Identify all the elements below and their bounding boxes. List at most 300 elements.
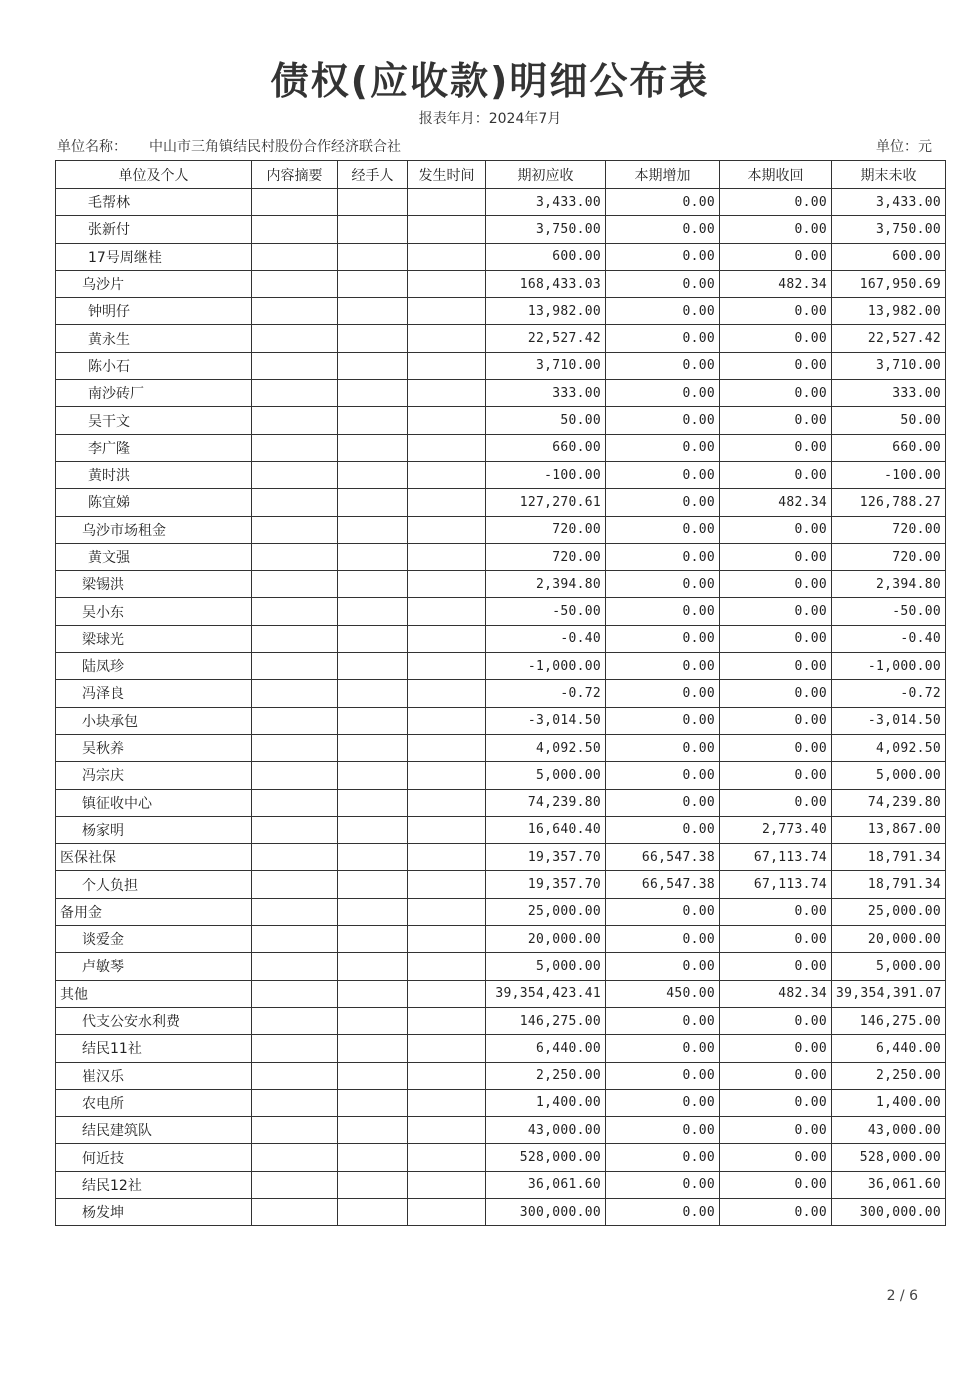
- row-opening: 3,750.00: [486, 216, 606, 243]
- row-increase: 0.00: [606, 680, 720, 707]
- row-recovered: 0.00: [720, 243, 832, 270]
- row-increase: 0.00: [606, 1171, 720, 1198]
- row-opening: 39,354,423.41: [486, 980, 606, 1007]
- row-name: 何近技: [56, 1144, 252, 1171]
- row-recovered: 0.00: [720, 1144, 832, 1171]
- row-summary: [252, 1062, 338, 1089]
- row-date: [408, 325, 486, 352]
- row-recovered: 0.00: [720, 625, 832, 652]
- row-name: 结民建筑队: [56, 1117, 252, 1144]
- table-row: [56, 571, 946, 598]
- header-closing: 期末未收: [832, 161, 946, 189]
- row-recovered: 482.34: [720, 980, 832, 1007]
- row-date: [408, 1198, 486, 1225]
- row-name: 梁球光: [56, 625, 252, 652]
- row-increase: 0.00: [606, 298, 720, 325]
- row-handler: [338, 407, 408, 434]
- table-body: [56, 189, 946, 1226]
- row-increase: 0.00: [606, 571, 720, 598]
- row-summary: [252, 926, 338, 953]
- row-closing: 20,000.00: [832, 926, 946, 953]
- row-closing: 126,788.27: [832, 489, 946, 516]
- row-recovered: 0.00: [720, 680, 832, 707]
- row-closing: 720.00: [832, 543, 946, 570]
- table-row: [56, 1062, 946, 1089]
- table-row: [56, 1117, 946, 1144]
- row-date: [408, 734, 486, 761]
- row-summary: [252, 489, 338, 516]
- table-row: [56, 1171, 946, 1198]
- row-recovered: 0.00: [720, 543, 832, 570]
- row-date: [408, 1035, 486, 1062]
- row-increase: 0.00: [606, 707, 720, 734]
- row-name: 张新付: [56, 216, 252, 243]
- row-closing: 18,791.34: [832, 871, 946, 898]
- row-closing: 13,982.00: [832, 298, 946, 325]
- row-recovered: 0.00: [720, 1007, 832, 1034]
- row-date: [408, 1062, 486, 1089]
- row-summary: [252, 1117, 338, 1144]
- row-closing: -0.40: [832, 625, 946, 652]
- row-closing: 167,950.69: [832, 270, 946, 297]
- row-date: [408, 980, 486, 1007]
- row-name: 黄永生: [56, 325, 252, 352]
- row-opening: 3,710.00: [486, 352, 606, 379]
- row-name: 备用金: [56, 898, 252, 925]
- row-name: 17号周继桂: [56, 243, 252, 270]
- row-date: [408, 407, 486, 434]
- row-name: 镇征收中心: [56, 789, 252, 816]
- row-closing: 3,750.00: [832, 216, 946, 243]
- row-increase: 0.00: [606, 625, 720, 652]
- row-date: [408, 1089, 486, 1116]
- table-row: [56, 1089, 946, 1116]
- table-row: [56, 980, 946, 1007]
- row-closing: 333.00: [832, 380, 946, 407]
- row-increase: 450.00: [606, 980, 720, 1007]
- row-summary: [252, 380, 338, 407]
- row-opening: 720.00: [486, 516, 606, 543]
- row-increase: 0.00: [606, 953, 720, 980]
- row-increase: 0.00: [606, 1089, 720, 1116]
- row-increase: 0.00: [606, 789, 720, 816]
- row-name: 其他: [56, 980, 252, 1007]
- table-row: [56, 298, 946, 325]
- row-opening: 19,357.70: [486, 871, 606, 898]
- row-date: [408, 1171, 486, 1198]
- row-increase: 0.00: [606, 543, 720, 570]
- row-opening: 720.00: [486, 543, 606, 570]
- row-handler: [338, 352, 408, 379]
- row-closing: 2,250.00: [832, 1062, 946, 1089]
- row-increase: 0.00: [606, 489, 720, 516]
- row-date: [408, 516, 486, 543]
- row-recovered: 0.00: [720, 325, 832, 352]
- row-summary: [252, 680, 338, 707]
- row-increase: 66,547.38: [606, 871, 720, 898]
- report-period: 报表年月：2024年7月: [418, 111, 562, 127]
- row-closing: 6,440.00: [832, 1035, 946, 1062]
- row-closing: -0.72: [832, 680, 946, 707]
- table-row: [56, 816, 946, 843]
- row-opening: 5,000.00: [486, 762, 606, 789]
- table-row: [56, 189, 946, 216]
- row-recovered: 0.00: [720, 434, 832, 461]
- row-name: 冯泽良: [56, 680, 252, 707]
- row-name: 陈小石: [56, 352, 252, 379]
- row-summary: [252, 898, 338, 925]
- row-recovered: 0.00: [720, 407, 832, 434]
- row-summary: [252, 434, 338, 461]
- row-closing: 25,000.00: [832, 898, 946, 925]
- row-increase: 0.00: [606, 243, 720, 270]
- row-handler: [338, 216, 408, 243]
- table-header-row: [56, 161, 946, 189]
- row-recovered: 67,113.74: [720, 844, 832, 871]
- row-closing: 74,239.80: [832, 789, 946, 816]
- row-increase: 0.00: [606, 816, 720, 843]
- row-increase: 0.00: [606, 461, 720, 488]
- table-row: [56, 871, 946, 898]
- row-date: [408, 352, 486, 379]
- row-closing: 39,354,391.07: [832, 980, 946, 1007]
- row-closing: 600.00: [832, 243, 946, 270]
- table-row: [56, 598, 946, 625]
- table-row: [56, 1198, 946, 1225]
- table-row: [56, 489, 946, 516]
- row-date: [408, 461, 486, 488]
- row-handler: [338, 243, 408, 270]
- header-opening: 期初应收: [486, 161, 606, 189]
- row-name: 吴干文: [56, 407, 252, 434]
- row-date: [408, 1144, 486, 1171]
- row-date: [408, 189, 486, 216]
- row-handler: [338, 625, 408, 652]
- header-date: 发生时间: [408, 161, 486, 189]
- row-handler: [338, 543, 408, 570]
- row-increase: 0.00: [606, 216, 720, 243]
- row-recovered: 0.00: [720, 461, 832, 488]
- row-summary: [252, 1171, 338, 1198]
- row-handler: [338, 1035, 408, 1062]
- row-closing: 146,275.00: [832, 1007, 946, 1034]
- row-name: 陆凤珍: [56, 653, 252, 680]
- row-closing: 1,400.00: [832, 1089, 946, 1116]
- row-recovered: 0.00: [720, 571, 832, 598]
- row-opening: -100.00: [486, 461, 606, 488]
- row-opening: 13,982.00: [486, 298, 606, 325]
- row-summary: [252, 325, 338, 352]
- row-date: [408, 816, 486, 843]
- row-name: 代支公安水利费: [56, 1007, 252, 1034]
- row-recovered: 0.00: [720, 926, 832, 953]
- row-handler: [338, 1089, 408, 1116]
- row-recovered: 0.00: [720, 898, 832, 925]
- row-name: 结民12社: [56, 1171, 252, 1198]
- row-opening: 50.00: [486, 407, 606, 434]
- row-increase: 0.00: [606, 189, 720, 216]
- table-row: [56, 953, 946, 980]
- row-date: [408, 844, 486, 871]
- row-date: [408, 243, 486, 270]
- row-closing: 660.00: [832, 434, 946, 461]
- row-summary: [252, 707, 338, 734]
- row-increase: 0.00: [606, 762, 720, 789]
- row-summary: [252, 762, 338, 789]
- row-closing: -1,000.00: [832, 653, 946, 680]
- row-recovered: 0.00: [720, 1117, 832, 1144]
- row-date: [408, 625, 486, 652]
- row-closing: -100.00: [832, 461, 946, 488]
- row-name: 结民11社: [56, 1035, 252, 1062]
- row-summary: [252, 953, 338, 980]
- row-date: [408, 762, 486, 789]
- row-recovered: 482.34: [720, 489, 832, 516]
- row-recovered: 0.00: [720, 1035, 832, 1062]
- row-recovered: 0.00: [720, 789, 832, 816]
- row-opening: 146,275.00: [486, 1007, 606, 1034]
- row-opening: -50.00: [486, 598, 606, 625]
- row-name: 南沙砖厂: [56, 380, 252, 407]
- row-date: [408, 680, 486, 707]
- row-date: [408, 653, 486, 680]
- row-closing: 5,000.00: [832, 953, 946, 980]
- row-summary: [252, 243, 338, 270]
- row-handler: [338, 598, 408, 625]
- row-increase: 0.00: [606, 1117, 720, 1144]
- row-date: [408, 216, 486, 243]
- row-opening: 1,400.00: [486, 1089, 606, 1116]
- row-opening: -1,000.00: [486, 653, 606, 680]
- table-row: [56, 1035, 946, 1062]
- row-handler: [338, 734, 408, 761]
- row-handler: [338, 871, 408, 898]
- row-handler: [338, 1117, 408, 1144]
- table-row: [56, 434, 946, 461]
- row-summary: [252, 1198, 338, 1225]
- row-recovered: 2,773.40: [720, 816, 832, 843]
- row-increase: 0.00: [606, 270, 720, 297]
- row-date: [408, 298, 486, 325]
- unit-name-line: [57, 136, 423, 156]
- row-opening: 528,000.00: [486, 1144, 606, 1171]
- row-recovered: 0.00: [720, 189, 832, 216]
- row-summary: [252, 216, 338, 243]
- row-name: 杨发坤: [56, 1198, 252, 1225]
- row-closing: -50.00: [832, 598, 946, 625]
- row-handler: [338, 516, 408, 543]
- row-handler: [338, 953, 408, 980]
- row-handler: [338, 1062, 408, 1089]
- table-row: [56, 243, 946, 270]
- table-row: [56, 1007, 946, 1034]
- row-closing: 36,061.60: [832, 1171, 946, 1198]
- row-date: [408, 926, 486, 953]
- row-opening: 2,250.00: [486, 1062, 606, 1089]
- row-opening: -0.40: [486, 625, 606, 652]
- header-increase: 本期增加: [606, 161, 720, 189]
- row-name: 个人负担: [56, 871, 252, 898]
- row-recovered: 0.00: [720, 734, 832, 761]
- row-recovered: 0.00: [720, 516, 832, 543]
- table-row: [56, 516, 946, 543]
- table-row: [56, 352, 946, 379]
- row-name: 毛帮林: [56, 189, 252, 216]
- row-date: [408, 953, 486, 980]
- unit-name-value: 中山市三角镇结民村股份合作经济联合社: [149, 139, 401, 155]
- row-summary: [252, 461, 338, 488]
- row-name: 黄文强: [56, 543, 252, 570]
- row-opening: 74,239.80: [486, 789, 606, 816]
- row-increase: 0.00: [606, 1007, 720, 1034]
- row-opening: 36,061.60: [486, 1171, 606, 1198]
- row-recovered: 0.00: [720, 1198, 832, 1225]
- header-entity: 单位及个人: [56, 161, 252, 189]
- row-date: [408, 707, 486, 734]
- row-summary: [252, 598, 338, 625]
- row-increase: 0.00: [606, 380, 720, 407]
- row-summary: [252, 407, 338, 434]
- row-closing: 528,000.00: [832, 1144, 946, 1171]
- row-handler: [338, 461, 408, 488]
- page-title: 债权(应收款)明细公布表: [270, 59, 710, 103]
- row-opening: 333.00: [486, 380, 606, 407]
- row-closing: 300,000.00: [832, 1198, 946, 1225]
- table-row: [56, 844, 946, 871]
- table-row: [56, 926, 946, 953]
- row-summary: [252, 352, 338, 379]
- table-row: [56, 898, 946, 925]
- row-summary: [252, 1035, 338, 1062]
- row-increase: 0.00: [606, 653, 720, 680]
- row-opening: -3,014.50: [486, 707, 606, 734]
- row-handler: [338, 844, 408, 871]
- table-row: [56, 625, 946, 652]
- row-summary: [252, 1007, 338, 1034]
- row-increase: 0.00: [606, 1035, 720, 1062]
- row-opening: 600.00: [486, 243, 606, 270]
- row-increase: 66,547.38: [606, 844, 720, 871]
- row-summary: [252, 298, 338, 325]
- row-summary: [252, 871, 338, 898]
- table-row: [56, 653, 946, 680]
- row-name: 梁锡洪: [56, 571, 252, 598]
- row-name: 陈宜娣: [56, 489, 252, 516]
- row-handler: [338, 762, 408, 789]
- row-recovered: 0.00: [720, 298, 832, 325]
- table-row: [56, 461, 946, 488]
- table-row: [56, 680, 946, 707]
- table-row: [56, 707, 946, 734]
- row-name: 乌沙片: [56, 270, 252, 297]
- row-summary: [252, 653, 338, 680]
- row-date: [408, 543, 486, 570]
- row-closing: 3,433.00: [832, 189, 946, 216]
- row-name: 吴秋养: [56, 734, 252, 761]
- row-recovered: 0.00: [720, 1171, 832, 1198]
- row-name: 崔汉乐: [56, 1062, 252, 1089]
- row-closing: 720.00: [832, 516, 946, 543]
- row-closing: 5,000.00: [832, 762, 946, 789]
- row-increase: 0.00: [606, 598, 720, 625]
- table-row: [56, 762, 946, 789]
- row-handler: [338, 298, 408, 325]
- row-opening: 43,000.00: [486, 1117, 606, 1144]
- row-name: 吴小东: [56, 598, 252, 625]
- row-handler: [338, 571, 408, 598]
- header-summary: 内容摘要: [252, 161, 338, 189]
- row-increase: 0.00: [606, 1062, 720, 1089]
- row-summary: [252, 1144, 338, 1171]
- row-opening: 16,640.40: [486, 816, 606, 843]
- row-opening: 660.00: [486, 434, 606, 461]
- row-name: 医保社保: [56, 844, 252, 871]
- row-date: [408, 571, 486, 598]
- row-name: 谈爱金: [56, 926, 252, 953]
- row-summary: [252, 1089, 338, 1116]
- row-date: [408, 898, 486, 925]
- row-increase: 0.00: [606, 516, 720, 543]
- row-date: [408, 270, 486, 297]
- page-number: 2 / 6: [886, 1288, 918, 1304]
- table-row: [56, 1144, 946, 1171]
- row-summary: [252, 543, 338, 570]
- row-handler: [338, 789, 408, 816]
- header-handler: 经手人: [338, 161, 408, 189]
- row-summary: [252, 571, 338, 598]
- row-handler: [338, 434, 408, 461]
- row-recovered: 0.00: [720, 598, 832, 625]
- row-increase: 0.00: [606, 898, 720, 925]
- row-name: 小块承包: [56, 707, 252, 734]
- row-handler: [338, 926, 408, 953]
- row-handler: [338, 325, 408, 352]
- row-name: 乌沙市场租金: [56, 516, 252, 543]
- row-recovered: 0.00: [720, 1089, 832, 1116]
- row-summary: [252, 816, 338, 843]
- row-name: 钟明仔: [56, 298, 252, 325]
- row-closing: 3,710.00: [832, 352, 946, 379]
- row-name: 卢敏琴: [56, 953, 252, 980]
- row-opening: 168,433.03: [486, 270, 606, 297]
- row-name: 农电所: [56, 1089, 252, 1116]
- row-recovered: 482.34: [720, 270, 832, 297]
- row-recovered: 0.00: [720, 653, 832, 680]
- row-increase: 0.00: [606, 1144, 720, 1171]
- row-increase: 0.00: [606, 352, 720, 379]
- row-date: [408, 434, 486, 461]
- row-date: [408, 1117, 486, 1144]
- table-row: [56, 543, 946, 570]
- row-date: [408, 380, 486, 407]
- row-handler: [338, 1171, 408, 1198]
- row-closing: 18,791.34: [832, 844, 946, 871]
- currency-unit: 单位：元: [876, 139, 932, 155]
- table-row: [56, 216, 946, 243]
- row-opening: 2,394.80: [486, 571, 606, 598]
- row-handler: [338, 489, 408, 516]
- row-recovered: 0.00: [720, 216, 832, 243]
- row-closing: 22,527.42: [832, 325, 946, 352]
- row-closing: -3,014.50: [832, 707, 946, 734]
- header-recovered: 本期收回: [720, 161, 832, 189]
- row-handler: [338, 1007, 408, 1034]
- row-name: 李广隆: [56, 434, 252, 461]
- row-date: [408, 489, 486, 516]
- row-opening: 127,270.61: [486, 489, 606, 516]
- table-row: [56, 407, 946, 434]
- row-handler: [338, 189, 408, 216]
